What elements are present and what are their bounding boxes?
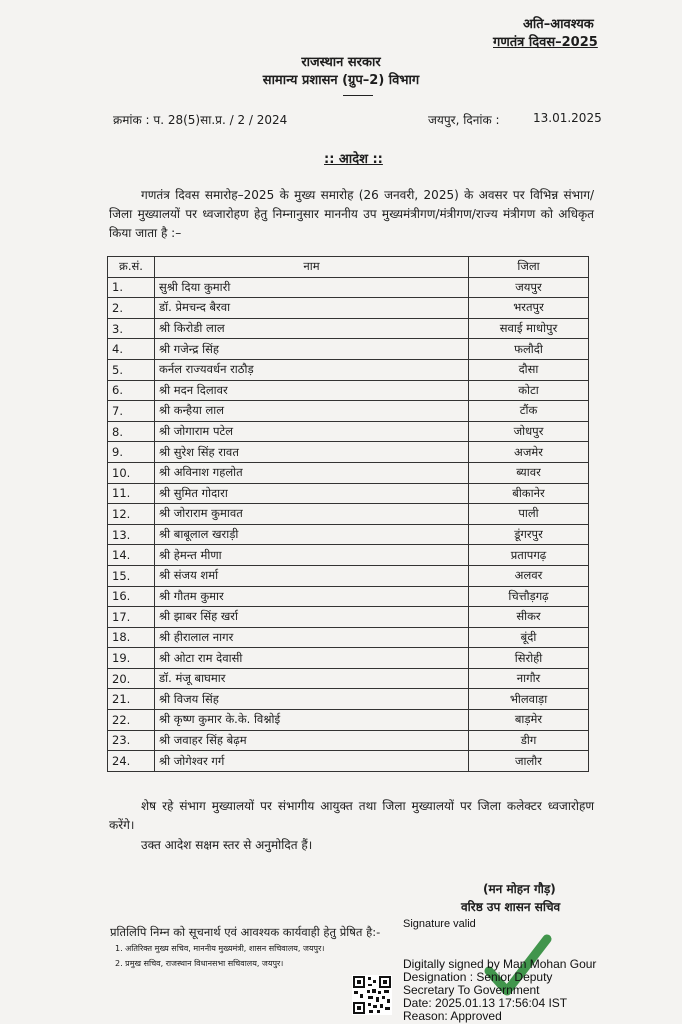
district-cell: चित्तौड़गढ़	[469, 586, 589, 607]
district-cell: भरतपुर	[469, 298, 589, 319]
place-date-label: जयपुर, दिनांक :	[428, 113, 500, 127]
assignment-table	[107, 256, 589, 772]
table-row	[108, 318, 589, 339]
table-row	[108, 380, 589, 401]
reference-number: क्रमांक : प. 28(5)सा.प्र. / 2 / 2024	[113, 113, 288, 127]
table-row	[108, 339, 589, 360]
header-name: नाम	[155, 257, 469, 278]
signature-date: Date: 2025.01.13 17:56:04 IST	[403, 996, 568, 1010]
name-cell: डॉ. मंजू बाघमार	[155, 668, 469, 689]
order-title: :: आदेश ::	[324, 152, 383, 167]
header-divider	[343, 95, 373, 96]
district-cell: बाड़मेर	[469, 710, 589, 731]
table-row	[108, 359, 589, 380]
name-cell: श्री सुरेश सिंह रावत	[155, 442, 469, 463]
district-cell: अजमेर	[469, 442, 589, 463]
name-cell: डॉ. प्रेमचन्द बैरवा	[155, 298, 469, 319]
signature-signed-by: Digitally signed by Man Mohan Gour	[403, 957, 597, 971]
district-cell: भीलवाड़ा	[469, 689, 589, 710]
table-row	[108, 710, 589, 731]
district-cell: जालौर	[469, 751, 589, 772]
serial-cell: 17.	[108, 607, 155, 628]
district-cell: दौसा	[469, 359, 589, 380]
table-row	[108, 627, 589, 648]
serial-cell: 16.	[108, 586, 155, 607]
name-cell: श्री ओटा राम देवासी	[155, 648, 469, 669]
name-cell: श्री गौतम कुमार	[155, 586, 469, 607]
district-cell: प्रतापगढ़	[469, 545, 589, 566]
district-cell: जयपुर	[469, 277, 589, 298]
table-row	[108, 504, 589, 525]
signatory-name: (मन मोहन गौड़)	[483, 882, 556, 896]
serial-cell: 1.	[108, 277, 155, 298]
name-cell: श्री गजेन्द्र सिंह	[155, 339, 469, 360]
name-cell: श्री किरोडी लाल	[155, 318, 469, 339]
name-cell: श्री मदन दिलावर	[155, 380, 469, 401]
serial-cell: 10.	[108, 462, 155, 483]
table-row	[108, 462, 589, 483]
serial-cell: 11.	[108, 483, 155, 504]
table-row	[108, 545, 589, 566]
name-cell: श्री सुमित गोदारा	[155, 483, 469, 504]
table-row	[108, 607, 589, 628]
order-date: 13.01.2025	[533, 111, 602, 125]
table-row	[108, 401, 589, 422]
district-cell: पाली	[469, 504, 589, 525]
name-cell: श्री बाबूलाल खराड़ी	[155, 524, 469, 545]
serial-cell: 18.	[108, 627, 155, 648]
signature-designation: Designation : Senior Deputy	[403, 970, 553, 984]
district-cell: अलवर	[469, 565, 589, 586]
name-cell: श्री जोगाराम पटेल	[155, 421, 469, 442]
name-cell: श्री हेमन्त मीणा	[155, 545, 469, 566]
district-cell: फलौदी	[469, 339, 589, 360]
urgent-tag: अति–आवश्यक	[523, 17, 594, 32]
district-cell: सिरोही	[469, 648, 589, 669]
copy-item-1: 1. अतिरिक्त मुख्य सचिव, माननीय मुख्यमंत्री, शासन सचिवालय, जयपुर।	[115, 944, 325, 953]
name-cell: श्री कन्हैया लाल	[155, 401, 469, 422]
name-cell: सुश्री दिया कुमारी	[155, 277, 469, 298]
serial-cell: 24.	[108, 751, 155, 772]
name-cell: श्री विजय सिंह	[155, 689, 469, 710]
signatory-designation: वरिष्ठ उप शासन सचिव	[461, 900, 561, 914]
serial-cell: 8.	[108, 421, 155, 442]
district-cell: नागौर	[469, 668, 589, 689]
name-cell: कर्नल राज्यवर्धन राठौड़	[155, 359, 469, 380]
remaining-paragraph: शेष रहे संभाग मुख्यालयों पर संभागीय आयुक्त तथा जिला मुख्यालयों पर जिला कलेक्टर ध्वजारोहण करेंगे।	[109, 799, 594, 832]
serial-cell: 9.	[108, 442, 155, 463]
district-cell: डूंगरपुर	[469, 524, 589, 545]
name-cell: श्री कृष्ण कुमार के.के. विश्नोई	[155, 710, 469, 731]
table-row	[108, 586, 589, 607]
name-cell: श्री जोराराम कुमावत	[155, 504, 469, 525]
serial-cell: 3.	[108, 318, 155, 339]
serial-cell: 15.	[108, 565, 155, 586]
serial-cell: 19.	[108, 648, 155, 669]
district-cell: सीकर	[469, 607, 589, 628]
intro-paragraph: गणतंत्र दिवस समारोह–2025 के मुख्य समारोह (26 जनवरी, 2025) के अवसर पर विभिन्न संभाग/जिला मुख्यालयों पर ध्वजारोहण हेतु निम्नानुसार माननीय उप मुख्यमंत्रीगण/मंत्रीगण/राज्य मंत्रीगण को अधिकृत किया जाता है :–	[109, 188, 594, 240]
name-cell: श्री जोगेश्वर गर्ग	[155, 751, 469, 772]
table-row	[108, 668, 589, 689]
serial-cell: 14.	[108, 545, 155, 566]
table-row	[108, 277, 589, 298]
serial-cell: 4.	[108, 339, 155, 360]
table-row	[108, 483, 589, 504]
district-cell: कोटा	[469, 380, 589, 401]
table-row	[108, 751, 589, 772]
signature-designation-cont: Secretary To Government	[403, 983, 540, 997]
district-cell: सवाई माधोपुर	[469, 318, 589, 339]
govt-name: राजस्थान सरकार	[301, 55, 381, 70]
copy-item-2: 2. प्रमुख सचिव, राजस्थान विधानसभा सचिवालय, जयपुर।	[115, 959, 284, 968]
header-district: जिला	[469, 257, 589, 278]
serial-cell: 22.	[108, 710, 155, 731]
serial-cell: 23.	[108, 730, 155, 751]
serial-cell: 7.	[108, 401, 155, 422]
district-cell: टौंक	[469, 401, 589, 422]
table-row	[108, 298, 589, 319]
serial-cell: 13.	[108, 524, 155, 545]
serial-cell: 12.	[108, 504, 155, 525]
table-row	[108, 689, 589, 710]
table-row	[108, 730, 589, 751]
district-cell: बूंदी	[469, 627, 589, 648]
serial-cell: 20.	[108, 668, 155, 689]
serial-cell: 21.	[108, 689, 155, 710]
signature-reason: Reason: Approved	[403, 1009, 502, 1023]
district-cell: डीग	[469, 730, 589, 751]
republic-day-tag: गणतंत्र दिवस–2025	[493, 35, 598, 50]
approval-paragraph: उक्त आदेश सक्षम स्तर से अनुमोदित हैं।	[141, 838, 313, 852]
district-cell: जोधपुर	[469, 421, 589, 442]
table-row	[108, 524, 589, 545]
serial-cell: 5.	[108, 359, 155, 380]
serial-cell: 2.	[108, 298, 155, 319]
name-cell: श्री हीरालाल नागर	[155, 627, 469, 648]
copy-heading: प्रतिलिपि निम्न को सूचनार्थ एवं आवश्यक कार्यवाही हेतु प्रेषित है:-	[110, 925, 381, 939]
table-row	[108, 421, 589, 442]
table-row	[108, 565, 589, 586]
qr-code-icon	[352, 975, 392, 1015]
name-cell: श्री अविनाश गहलोत	[155, 462, 469, 483]
header-serial: क्र.सं.	[108, 257, 155, 278]
department-name: सामान्य प्रशासन (ग्रुप–2) विभाग	[262, 73, 420, 88]
name-cell: श्री झाबर सिंह खर्रा	[155, 607, 469, 628]
name-cell: श्री संजय शर्मा	[155, 565, 469, 586]
table-row	[108, 648, 589, 669]
serial-cell: 6.	[108, 380, 155, 401]
table-row	[108, 442, 589, 463]
district-cell: ब्यावर	[469, 462, 589, 483]
district-cell: बीकानेर	[469, 483, 589, 504]
name-cell: श्री जवाहर सिंह बेढ़म	[155, 730, 469, 751]
signature-status: Signature valid	[403, 918, 476, 930]
table-header-row	[108, 257, 589, 278]
